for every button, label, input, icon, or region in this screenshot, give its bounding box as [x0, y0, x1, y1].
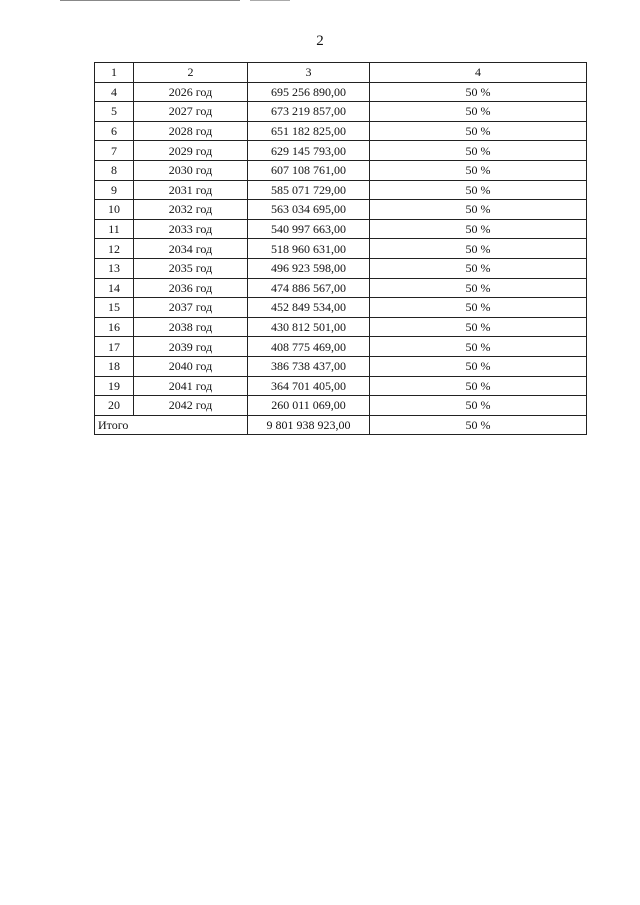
table-row: [95, 82, 587, 102]
row-amount: 474 886 567,00: [248, 278, 370, 298]
row-percent: 50 %: [370, 376, 587, 396]
row-percent: 50 %: [370, 356, 587, 376]
row-number: 13: [95, 258, 134, 278]
row-percent: 50 %: [370, 141, 587, 161]
row-amount: 695 256 890,00: [248, 82, 370, 102]
table-row: [95, 200, 587, 220]
row-amount: 518 960 631,00: [248, 239, 370, 259]
header-cell-1: 1: [95, 63, 134, 83]
row-percent: 50 %: [370, 258, 587, 278]
table-body: [95, 82, 587, 415]
row-amount: 673 219 857,00: [248, 102, 370, 122]
row-amount: 430 812 501,00: [248, 317, 370, 337]
page-number: 2: [316, 33, 324, 49]
row-year: 2037 год: [134, 298, 248, 318]
table-row: [95, 337, 587, 357]
row-number: 11: [95, 219, 134, 239]
row-year: 2039 год: [134, 337, 248, 357]
row-year: 2041 год: [134, 376, 248, 396]
header-cell-3: 3: [248, 63, 370, 83]
row-amount: 452 849 534,00: [248, 298, 370, 318]
header-cell-4: 4: [370, 63, 587, 83]
table-row: [95, 102, 587, 122]
table-row: [95, 121, 587, 141]
row-year: 2032 год: [134, 200, 248, 220]
total-row: [95, 415, 587, 435]
row-amount: 496 923 598,00: [248, 258, 370, 278]
row-year: 2038 год: [134, 317, 248, 337]
table-row: [95, 258, 587, 278]
row-percent: 50 %: [370, 219, 587, 239]
table-row: [95, 376, 587, 396]
row-percent: 50 %: [370, 200, 587, 220]
row-amount: 540 997 663,00: [248, 219, 370, 239]
row-amount: 386 738 437,00: [248, 356, 370, 376]
row-percent: 50 %: [370, 82, 587, 102]
total-percent: 50 %: [370, 415, 587, 435]
row-percent: 50 %: [370, 180, 587, 200]
row-year: 2035 год: [134, 258, 248, 278]
row-year: 2029 год: [134, 141, 248, 161]
scan-artifact-line: [60, 0, 240, 1]
row-year: 2033 год: [134, 219, 248, 239]
row-year: 2042 год: [134, 396, 248, 416]
row-number: 7: [95, 141, 134, 161]
total-label: Итого: [95, 415, 248, 435]
row-year: 2036 год: [134, 278, 248, 298]
table-row: [95, 219, 587, 239]
table-row: [95, 298, 587, 318]
row-amount: 651 182 825,00: [248, 121, 370, 141]
row-number: 18: [95, 356, 134, 376]
row-number: 6: [95, 121, 134, 141]
row-percent: 50 %: [370, 298, 587, 318]
row-year: 2034 год: [134, 239, 248, 259]
table-row: [95, 160, 587, 180]
row-percent: 50 %: [370, 396, 587, 416]
row-number: 15: [95, 298, 134, 318]
row-number: 17: [95, 337, 134, 357]
row-year: 2027 год: [134, 102, 248, 122]
table-row: [95, 180, 587, 200]
payment-schedule-table: [94, 62, 587, 435]
table-row: [95, 317, 587, 337]
total-amount: 9 801 938 923,00: [248, 415, 370, 435]
row-percent: 50 %: [370, 239, 587, 259]
row-number: 20: [95, 396, 134, 416]
row-amount: 364 701 405,00: [248, 376, 370, 396]
table-row: [95, 278, 587, 298]
row-number: 19: [95, 376, 134, 396]
table-row: [95, 356, 587, 376]
row-percent: 50 %: [370, 121, 587, 141]
row-number: 12: [95, 239, 134, 259]
row-year: 2026 год: [134, 82, 248, 102]
row-year: 2028 год: [134, 121, 248, 141]
row-number: 10: [95, 200, 134, 220]
table-row: [95, 239, 587, 259]
row-amount: 585 071 729,00: [248, 180, 370, 200]
row-percent: 50 %: [370, 337, 587, 357]
scan-artifact-line: [250, 0, 290, 1]
row-year: 2031 год: [134, 180, 248, 200]
row-percent: 50 %: [370, 317, 587, 337]
row-number: 8: [95, 160, 134, 180]
row-percent: 50 %: [370, 102, 587, 122]
row-amount: 629 145 793,00: [248, 141, 370, 161]
row-amount: 408 775 469,00: [248, 337, 370, 357]
row-amount: 260 011 069,00: [248, 396, 370, 416]
row-year: 2030 год: [134, 160, 248, 180]
table-row: [95, 141, 587, 161]
row-amount: 607 108 761,00: [248, 160, 370, 180]
row-year: 2040 год: [134, 356, 248, 376]
table-header-row: [95, 63, 587, 83]
row-number: 5: [95, 102, 134, 122]
row-number: 4: [95, 82, 134, 102]
row-number: 14: [95, 278, 134, 298]
header-cell-2: 2: [134, 63, 248, 83]
row-percent: 50 %: [370, 278, 587, 298]
table-row: [95, 396, 587, 416]
row-number: 9: [95, 180, 134, 200]
row-number: 16: [95, 317, 134, 337]
row-amount: 563 034 695,00: [248, 200, 370, 220]
row-percent: 50 %: [370, 160, 587, 180]
